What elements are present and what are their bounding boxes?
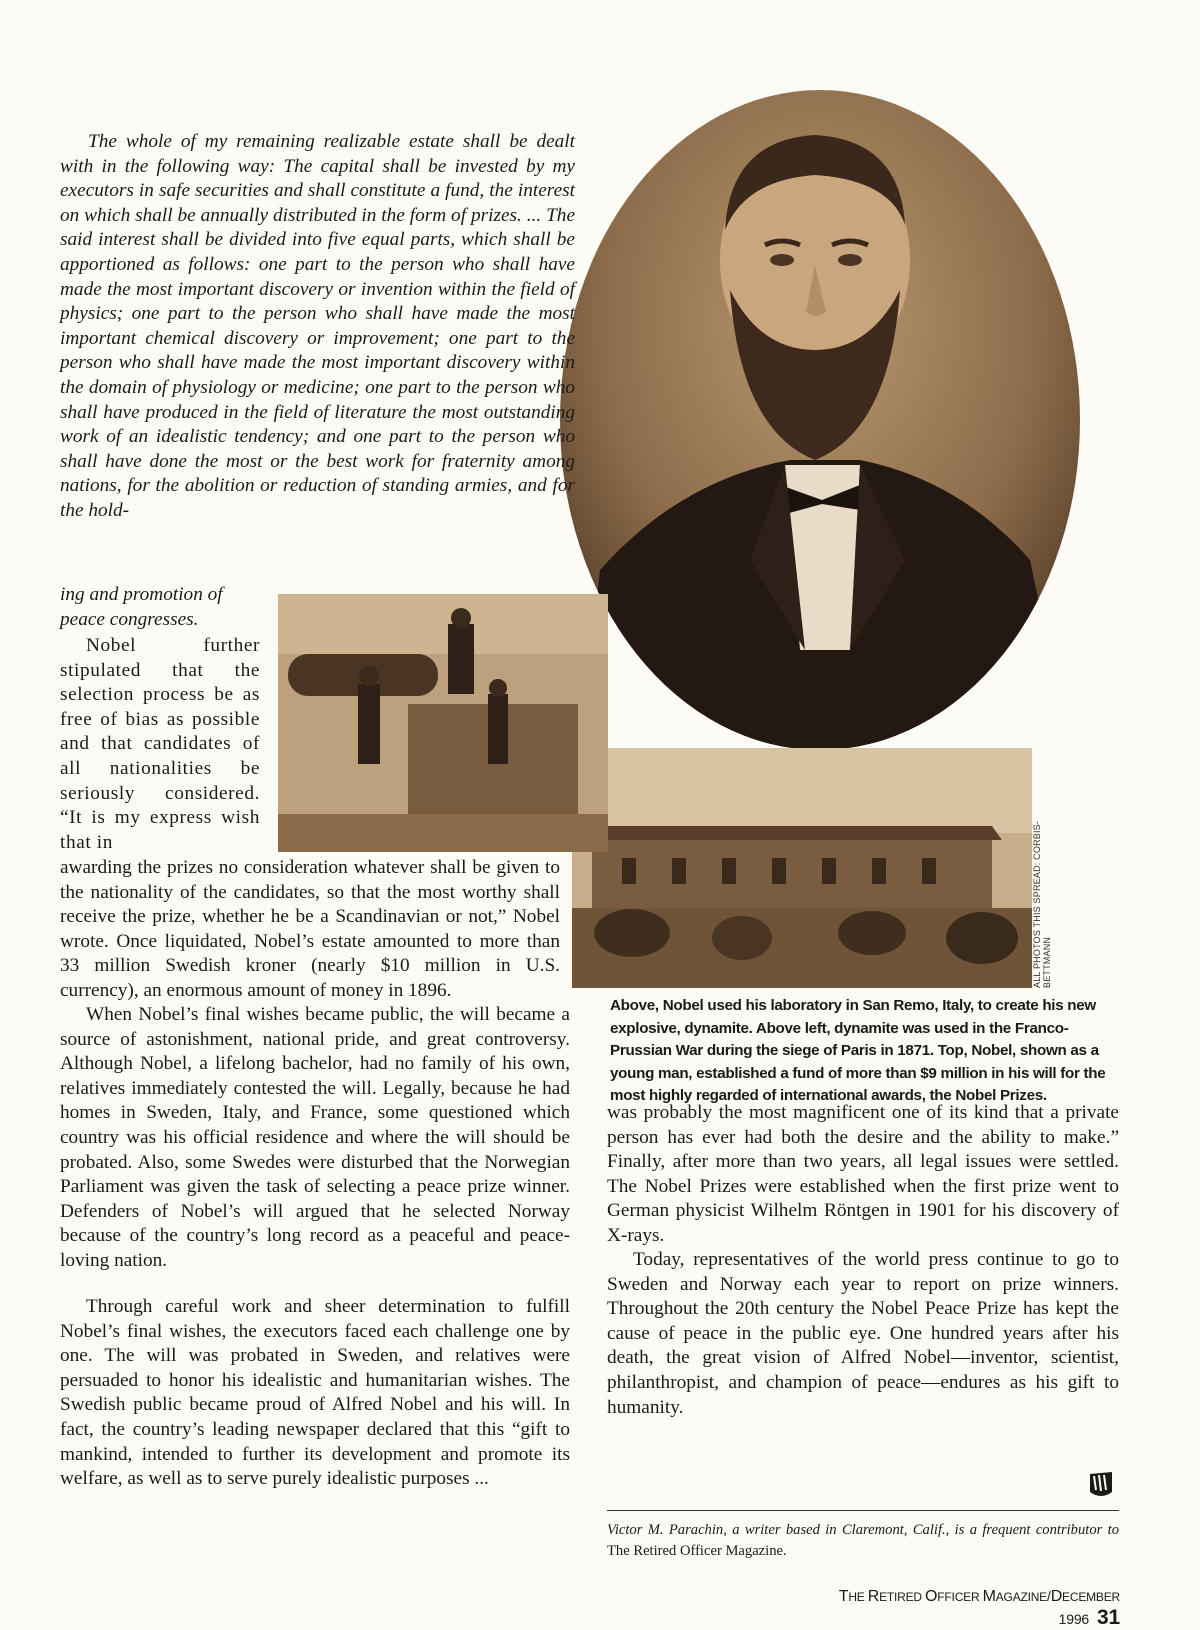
nobel-will-quote-end: ing and promotion of peace congresses. bbox=[60, 584, 223, 630]
author-bio bbox=[607, 1520, 1119, 1562]
nobel-portrait-photo bbox=[560, 90, 1080, 750]
footer-fficer: FFICER bbox=[937, 1590, 983, 1604]
paragraph-prizes-established: was probably the most magnificent one of its kind that a private person has ever had both the desire and the ability to make.” Finally, after more than two years, all legal issues were settled. The Nobel Prizes were established when the first prize went to German physicist Wilhelm Röntgen in 1901 for his discovery of X-rays. bbox=[607, 1102, 1119, 1246]
paragraph-controversy: When Nobel’s final wishes became public, the will became a source of astonishment, national pride, and great controversy. Although Nobel, a lifelong bachelor, had no family of his own, relatives immediately contested the will. Legally, because he had homes in Sweden, Italy, and France, some questioned which country was his official residence and where the will should be probated. Also, some Swedes were disturbed that the Norwegian Parliament was given the task of selecting a peace prize winner. Defenders of Nobel’s will argued that he selected Norway because of the country’s long record as a peaceful and peace-loving nation. bbox=[60, 1004, 570, 1271]
footer-ecember: ECEMBER bbox=[1062, 1590, 1120, 1604]
san-remo-laboratory-photo bbox=[572, 748, 1032, 988]
footer-etired: ETIRED bbox=[879, 1590, 926, 1604]
footer-slash: / bbox=[1046, 1588, 1051, 1604]
photo-caption: Above, Nobel used his laboratory in San Remo, Italy, to create his new explosive, dynamite. Above left, dynamite was used in the Franco-Prussian War during the siege of Paris in 1871. Top, Nobel, shown as a young man, established a fund of more than $9 million in his will for the most highly regarded of international awards, the Nobel Prizes. bbox=[610, 997, 1106, 1105]
footer-t: T bbox=[838, 1588, 849, 1605]
footer-o: O bbox=[925, 1588, 938, 1605]
page-number: 31 bbox=[1097, 1606, 1120, 1629]
footer-year: 1996 bbox=[1058, 1611, 1090, 1627]
footer-d: D bbox=[1050, 1588, 1063, 1605]
page-footer bbox=[796, 1588, 1120, 1630]
author-bio-magazine: The Retired Officer Magazine. bbox=[607, 1543, 787, 1559]
footer-r: R bbox=[867, 1588, 880, 1605]
paragraph-today: Today, representatives of the world press continue to go to Sweden and Norway each year to report on prize winners. Throughout the 20th century the Nobel Peace Prize has kept the cause of peace in the public eye. One hundred years after his death, the great vision of Alfred Nobel—inventor, scientist, philanthropist, and champion of peace—endures as his gift to humanity. bbox=[607, 1249, 1119, 1418]
nobel-will-quote: The whole of my remaining realizable estate shall be dealt with in the following way: The capital shall be invested by my executors in safe securities and shall constitute a fund, the interest on which shall be annually distributed in the form of prizes. ... The said interest shall be divided into five equal parts, which shall be apportioned as follows: one part to the person who shall have made the most important discovery or invention within the field of physics; one part to the person who shall have made the most important chemical discovery or improvement; one part to the person who shall have made the most important discovery within the domain of physiology or medicine; one part to the person who shall have produced in the field of literature the most outstanding work of an idealistic tendency; and one part to the person who shall have done the most or the best work for fraternity among nations, for the abolition or reduction of standing armies, and for the hold- bbox=[60, 131, 575, 521]
paragraph-executors: Through careful work and sheer determination to fulfill Nobel’s final wishes, the executors faced each challenge one by one. The will was probated in Sweden, and relatives were persuaded to honor his idealistic and humanitarian wishes. The Swedish public became proud of Alfred Nobel and his will. In fact, the country’s leading newspaper declared that this “gift to mankind, intended to further its development and promote its welfare, as well as to serve purely idealistic purposes ... bbox=[60, 1296, 570, 1490]
franco-prussian-war-cannon-photo bbox=[278, 594, 608, 852]
author-bio-text: Victor M. Parachin, a writer based in Claremont, Calif., is a frequent contributor to bbox=[607, 1522, 1119, 1538]
end-of-article-logo-icon bbox=[1088, 1470, 1114, 1500]
paragraph-selection-continued: awarding the prizes no consideration whatever shall be given to the nationality of the candidates, so that the most worthy shall receive the prize, whether he be a Scandinavian or not,” Nobel wrote. Once liquidated, Nobel’s estate amounted to more than 33 million Swedish kroner (nearly $10 million in U.S. currency), an enormous amount of money in 1896. bbox=[60, 857, 560, 1001]
footer-he: HE bbox=[848, 1590, 868, 1604]
footer-agazine: AGAZINE bbox=[995, 1590, 1047, 1604]
photo-credit: ALL PHOTOS THIS SPREAD: CORBIS-BETTMANN bbox=[1032, 820, 1052, 988]
footer-m: M bbox=[982, 1588, 996, 1605]
bio-divider bbox=[607, 1510, 1119, 1511]
paragraph-selection-narrow: Nobel further stipulated that the selection process be as free of bias as possible and that candidates of all nationalities be seriously considered. “It is my express wish that in bbox=[60, 635, 260, 853]
